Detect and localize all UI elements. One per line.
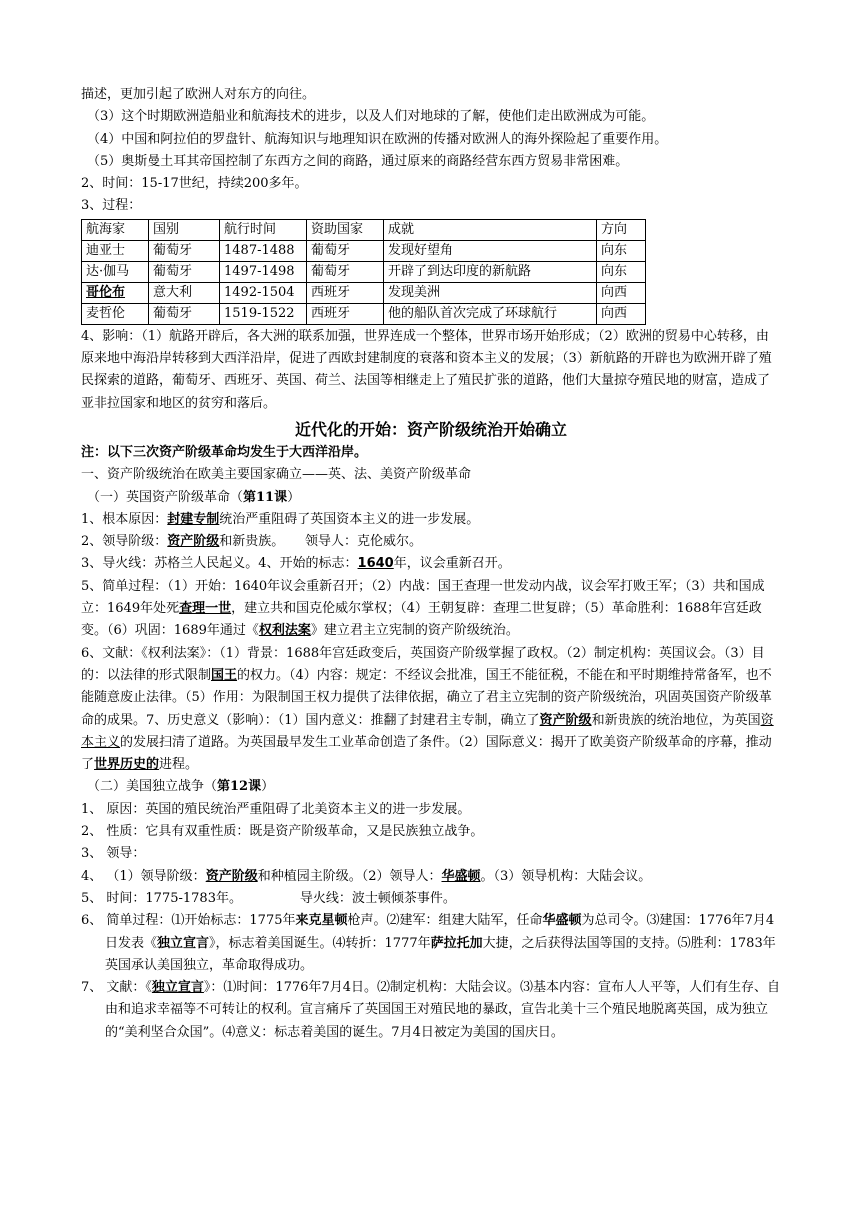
- lesson-number: 第12课: [217, 779, 262, 795]
- keyword: 封建专制: [167, 511, 220, 527]
- british-item-1: [81, 509, 781, 531]
- keyword: 华盛顿: [441, 868, 481, 884]
- heading-text: （二）美国独立战争（: [87, 779, 218, 795]
- table-cell: 向东: [597, 261, 646, 282]
- keyword: 资产阶级: [205, 868, 258, 884]
- note-line: 注：以下三次资产阶级革命均发生于大西洋沿岸。: [81, 444, 368, 460]
- table-cell: 1519-1522: [220, 303, 307, 324]
- reason-5: （5）奥斯曼土耳其帝国控制了东西方之间的商路，通过原来的商路经营东西方贸易非常困难。: [87, 153, 629, 169]
- col-sponsor: 资助国家: [307, 219, 384, 240]
- part1-heading: 一、资产阶级统治在欧美主要国家确立——英、法、美资产阶级革命: [81, 467, 472, 483]
- section-title: 近代化的开始：资产阶级统治开始确立: [294, 419, 567, 439]
- table-cell: 开辟了到达印度的新航路: [384, 261, 597, 282]
- text-run: 6、文献：《权利法案》：（1）背景：1688年宫廷政变后，英国资产阶级掌握了政权。（2）制定机构：英国议会。（3）目的：以法律的形式限制: [81, 645, 765, 683]
- col-direction: 方向: [597, 219, 646, 240]
- table-cell: 向西: [597, 303, 646, 324]
- table-cell: 麦哲伦: [82, 303, 149, 324]
- reason-3: （3）这个时期欧洲造船业和航海技术的进步，以及人们对地球的了解，使他们走出欧洲成为可能。: [87, 109, 655, 125]
- keyword: 萨拉托加: [430, 935, 483, 951]
- table-header-row: [82, 219, 646, 240]
- text-run: 年，议会重新召开。: [393, 556, 511, 572]
- british-heading: [81, 487, 781, 509]
- text-run: 的权力。（4）内容：规定：不经议会批准，国王不能征税，不能在和平时期维持常备军，也不能随意废止法律。（5）作用：为限制国王权力提供了法律依据，确立了君主立宪制的资产阶级统治，巩固英国资产阶级革命的成果。7、历史意义（影响）：（1）国内意义：推翻了封建君主专制，确立了: [81, 667, 772, 728]
- american-item-6: [81, 910, 781, 977]
- table-cell: 西班牙: [307, 303, 384, 324]
- table-cell: 向东: [597, 240, 646, 261]
- text-run: 进程。: [159, 757, 199, 773]
- table-cell: 发现美洲: [384, 282, 597, 303]
- keyword: 资产阶级: [167, 534, 220, 550]
- text-run: 3、导火线：苏格兰人民起义。4、开始的标志：: [81, 556, 358, 572]
- col-achievement: 成就: [384, 219, 597, 240]
- process-line: 3、过程：: [81, 198, 142, 214]
- table-row: [82, 240, 646, 261]
- lesson-number: 第11课: [243, 489, 288, 505]
- text-run: 的发展扫清了道路。为英国最早发生工业革命创造了条件。（2）国际意义：揭开了欧美资产阶级革命的序幕，推动了: [81, 734, 772, 773]
- table-cell: 达·伽马: [82, 261, 149, 282]
- text-run: 枪声。⑵建军：组建大陆军，任命: [347, 913, 543, 929]
- text-run: 》，标志着美国诞生。⑷转折：1777年: [209, 935, 431, 951]
- text-run: 2、领导阶级：: [81, 534, 168, 550]
- heading-text: ）: [287, 489, 301, 505]
- table-row: [82, 261, 646, 282]
- text-run: 和新贵族。 领导人：克伦威尔。: [219, 534, 422, 550]
- table-cell: 哥伦布: [82, 282, 149, 303]
- table-cell: 1492-1504: [220, 282, 307, 303]
- heading-text: （一）英国资产阶级革命（: [87, 489, 244, 505]
- table-cell: 他的船队首次完成了环球航行: [384, 303, 597, 324]
- text-run: 和种植园主阶级。（2）领导人：: [257, 868, 442, 884]
- voyages-table: [81, 219, 646, 325]
- text-run: 4、 （1）领导阶级：: [81, 868, 206, 884]
- table-cell: 意大利: [149, 282, 220, 303]
- american-item-3: 3、 领导：: [81, 846, 146, 862]
- text-run: ，建立共和国克伦威尔掌权；（4）王朝复辟：查理二世复辟；（5）革命胜利：1688年宫廷政变。（6）巩固：1689年通过《: [81, 601, 762, 639]
- keyword: 查理一世: [179, 601, 232, 617]
- british-item-3: [81, 553, 781, 575]
- text-run: 》：⑴时间：1776年7月4日。⑵制定机构：大陆会议。⑶基本内容：宣布人人平等，人们有生存、自由和追求幸福等不可转让的权利。宣言痛斥了英国国王对殖民地的暴政，宣告北美十三个殖民地脱离英国，成为独立的“美利坚合众国”。⑷意义：标志着美国的诞生。7月4日被定为美国的国庆日。: [105, 980, 781, 1040]
- british-item-5: [81, 576, 781, 643]
- table-row: [82, 282, 646, 303]
- table-cell: 葡萄牙: [149, 303, 220, 324]
- reason-4: （4）中国和阿拉伯的罗盘针、航海知识与地理知识在欧洲的传播对欧洲人的海外探险起了重要作用。: [87, 131, 668, 147]
- table-cell: 葡萄牙: [149, 240, 220, 261]
- col-country: 国别: [149, 219, 220, 240]
- table-row: [82, 303, 646, 324]
- keyword: 国王: [211, 667, 238, 683]
- col-navigator: 航海家: [82, 219, 149, 240]
- british-item-2: [81, 531, 781, 553]
- keyword: 独立宣言: [157, 935, 210, 951]
- intro-line-end: 描述，更加引起了欧洲人对东方的向往。: [81, 87, 316, 102]
- table-cell: 葡萄牙: [307, 261, 384, 282]
- document-page: [81, 84, 781, 1044]
- table-cell: 1487-1488: [220, 240, 307, 261]
- impact-paragraph: 4、影响：（1）航路开辟后，各大洲的联系加强，世界连成一个整体，世界市场开始形成；（2）欧洲的贸易中心转移，由原来地中海沿岸转移到大西洋沿岸，促进了西欧封建制度的衰落和资本主义的发展；（3）新航路的开辟也为欧洲开辟了殖民探索的道路，葡萄牙、西班牙、英国、荷兰、法国等相继走上了殖民扩张的道路，他们大量掠夺殖民地的财富，造成了亚非拉国家和地区的贫穷和落后。: [81, 328, 772, 411]
- keyword: 独立宣言: [151, 980, 204, 996]
- table-cell: 迪亚士: [82, 240, 149, 261]
- keyword: 1640: [357, 556, 394, 572]
- table-cell: 葡萄牙: [307, 240, 384, 261]
- table-cell: 西班牙: [307, 282, 384, 303]
- keyword: 来克星顿: [295, 913, 348, 929]
- keyword: 世界历史的: [94, 757, 160, 773]
- text-run: 1、根本原因：: [81, 511, 168, 527]
- text-run: 。（3）领导机构：大陆会议。: [480, 868, 652, 884]
- american-item-2: 2、 性质：它具有双重性质：既是资产阶级革命，又是民族独立战争。: [81, 824, 484, 840]
- col-time: 航行时间: [220, 219, 307, 240]
- british-item-6: [81, 643, 781, 777]
- keyword: 资产阶级: [539, 712, 592, 728]
- american-item-7: [81, 977, 781, 1044]
- text-run: 7、 文献：《: [81, 980, 152, 996]
- text-run: 6、 简单过程：⑴开始标志：1775年: [81, 913, 296, 929]
- heading-text: ）: [261, 779, 275, 795]
- table-cell: 向西: [597, 282, 646, 303]
- time-line: 2、时间：15-17世纪，持续200多年。: [81, 176, 308, 192]
- text-run: 统治严重阻碍了英国资本主义的进一步发展。: [219, 511, 480, 527]
- american-item-5: 5、 时间：1775-1783年。 导火线：波士顿倾茶事件。: [81, 890, 456, 906]
- table-cell: 发现好望角: [384, 240, 597, 261]
- keyword: 华盛顿: [542, 913, 582, 929]
- keyword: 资本主义: [81, 712, 774, 750]
- table-cell: 1497-1498: [220, 261, 307, 282]
- text-run: 》建立君主立宪制的资产阶级统治。: [310, 623, 519, 639]
- table-cell: 葡萄牙: [149, 261, 220, 282]
- american-item-1: 1、 原因：英国的殖民统治严重阻碍了北美资本主义的进一步发展。: [81, 801, 471, 817]
- text-run: 为总司令。⑶建国：1776年7月4日发表《: [105, 913, 775, 951]
- american-heading: [81, 776, 781, 798]
- keyword: 权利法案: [258, 623, 311, 639]
- text-run: 5、简单过程：（1）开始：1640年议会重新召开；（2）内战：国王查理一世发动内战，议会军打败王军；（3）共和国成立：1649年处死: [81, 578, 765, 617]
- american-item-4: [81, 866, 781, 888]
- text-run: 大捷，之后获得法国等国的支持。⑸胜利：1783年英国承认美国独立，革命取得成功。: [105, 935, 776, 973]
- text-run: 和新贵族的统治地位，为英国: [591, 712, 761, 728]
